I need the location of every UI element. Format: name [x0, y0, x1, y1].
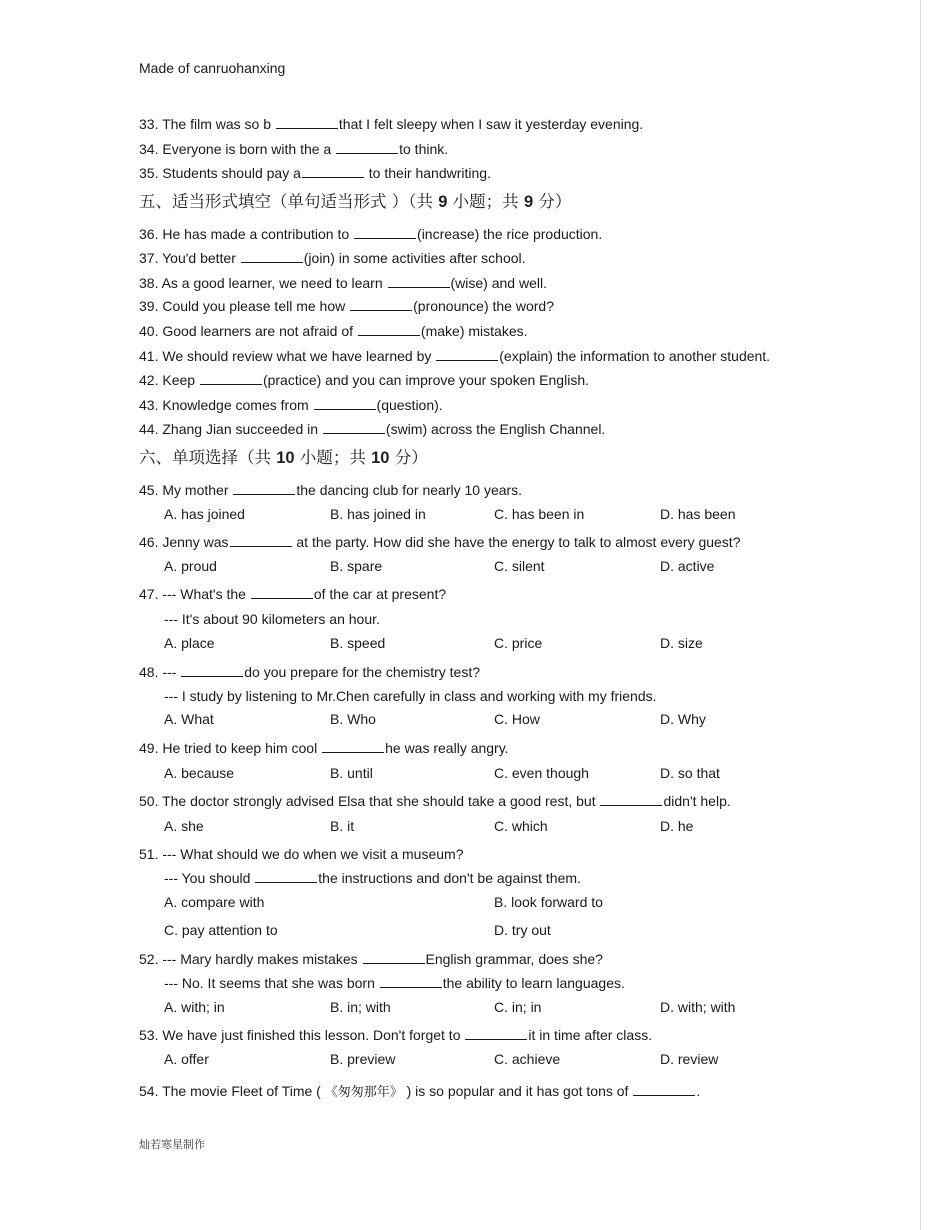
options-49 — [164, 765, 784, 783]
answer-blank[interactable] — [380, 975, 442, 988]
question-47: 47. --- What's the of the car at present? — [139, 586, 447, 602]
option-c[interactable]: C. even though — [494, 765, 589, 781]
question-33: 33. The film was so b that I felt sleepy when I saw it yesterday evening. — [139, 116, 644, 132]
answer-blank[interactable] — [633, 1083, 695, 1096]
answer-blank[interactable] — [181, 664, 243, 677]
question-52: 52. --- Mary hardly makes mistakes English grammar, does she? — [139, 951, 603, 967]
question-35: 35. Students should pay a to their handwriting. — [139, 165, 491, 181]
movie-chinese-title: 《匆匆那年》 — [324, 1085, 403, 1100]
reply-51: --- You should the instructions and don't be against them. — [164, 870, 581, 886]
answer-blank[interactable] — [350, 298, 412, 311]
answer-blank[interactable] — [358, 323, 420, 336]
question-43: 43. Knowledge comes from (question). — [139, 397, 443, 413]
option-d[interactable]: D. size — [660, 635, 703, 651]
option-d[interactable]: D. so that — [660, 765, 720, 781]
answer-blank[interactable] — [251, 586, 313, 599]
option-c[interactable]: C. achieve — [494, 1051, 561, 1067]
answer-blank[interactable] — [233, 482, 295, 495]
question-51: 51. --- What should we do when we visit a museum? — [139, 846, 464, 862]
answer-blank[interactable] — [230, 534, 292, 547]
option-a[interactable]: A. place — [164, 635, 215, 651]
option-c[interactable]: C. pay attention to — [164, 922, 278, 938]
option-b[interactable]: B. Who — [330, 711, 376, 727]
option-c[interactable]: C. which — [494, 818, 548, 834]
question-48: 48. --- do you prepare for the chemistry test? — [139, 664, 481, 680]
answer-blank[interactable] — [314, 397, 376, 410]
option-b[interactable]: B. until — [330, 765, 373, 781]
option-c[interactable]: C. has been in — [494, 506, 585, 522]
question-38: 38. As a good learner, we need to learn (wise) and well. — [139, 275, 547, 291]
question-34: 34. Everyone is born with the a to think. — [139, 141, 449, 157]
question-44: 44. Zhang Jian succeeded in (swim) across the English Channel. — [139, 421, 606, 437]
option-a[interactable]: A. with; in — [164, 999, 225, 1015]
option-b[interactable]: B. in; with — [330, 999, 391, 1015]
options-53 — [164, 1051, 784, 1069]
option-b[interactable]: B. preview — [330, 1051, 396, 1067]
question-54: 54. The movie Fleet of Time ( 《匆匆那年》 ) is so popular and it has got tons of . — [139, 1083, 701, 1100]
option-b[interactable]: B. spare — [330, 558, 383, 574]
option-a[interactable]: A. offer — [164, 1051, 209, 1067]
page-footer: 灿若寒星制作 — [139, 1138, 205, 1151]
options-46 — [164, 558, 784, 576]
option-a[interactable]: A. proud — [164, 558, 217, 574]
section-6-heading: 六、单项选择（共 10 小题；共 10 分） — [139, 448, 428, 467]
answer-blank[interactable] — [302, 165, 364, 178]
answer-blank[interactable] — [363, 951, 425, 964]
question-37: 37. You'd better (join) in some activities after school. — [139, 250, 526, 266]
option-d[interactable]: D. try out — [494, 922, 551, 938]
options-50 — [164, 818, 784, 836]
options-52 — [164, 999, 784, 1017]
question-46: 46. Jenny was at the party. How did she have the energy to talk to almost every guest? — [139, 534, 741, 550]
answer-blank[interactable] — [465, 1027, 527, 1040]
page-edge — [920, 0, 921, 1230]
question-39: 39. Could you please tell me how (pronounce) the word? — [139, 298, 554, 314]
answer-blank[interactable] — [600, 793, 662, 806]
option-a[interactable]: A. she — [164, 818, 204, 834]
answer-blank[interactable] — [241, 250, 303, 263]
option-a[interactable]: A. because — [164, 765, 235, 781]
option-d[interactable]: D. active — [660, 558, 715, 574]
option-d[interactable]: D. with; with — [660, 999, 736, 1015]
option-b[interactable]: B. has joined in — [330, 506, 426, 522]
option-c[interactable]: C. silent — [494, 558, 545, 574]
reply-48: --- I study by listening to Mr.Chen carefully in class and working with my friends. — [164, 688, 657, 704]
options-47 — [164, 635, 784, 653]
option-a[interactable]: A. What — [164, 711, 214, 727]
reply-52: --- No. It seems that she was born the ability to learn languages. — [164, 975, 625, 991]
question-45: 45. My mother the dancing club for nearly 10 years. — [139, 482, 523, 498]
answer-blank[interactable] — [323, 421, 385, 434]
page-header: Made of canruohanxing — [139, 60, 286, 76]
question-53: 53. We have just finished this lesson. Don't forget to it in time after class. — [139, 1027, 653, 1043]
reply-47: --- It's about 90 kilometers an hour. — [164, 611, 380, 627]
answer-blank[interactable] — [276, 116, 338, 129]
answer-blank[interactable] — [255, 870, 317, 883]
answer-blank[interactable] — [200, 372, 262, 385]
option-d[interactable]: D. has been — [660, 506, 736, 522]
options-48 — [164, 711, 784, 729]
option-a[interactable]: A. compare with — [164, 894, 265, 910]
option-a[interactable]: A. has joined — [164, 506, 245, 522]
answer-blank[interactable] — [354, 226, 416, 239]
option-b[interactable]: B. it — [330, 818, 355, 834]
option-d[interactable]: D. Why — [660, 711, 706, 727]
answer-blank[interactable] — [322, 740, 384, 753]
option-c[interactable]: C. in; in — [494, 999, 542, 1015]
answer-blank[interactable] — [436, 348, 498, 361]
option-c[interactable]: C. price — [494, 635, 543, 651]
question-50: 50. The doctor strongly advised Elsa that she should take a good rest, but didn't help. — [139, 793, 731, 809]
option-b[interactable]: B. look forward to — [494, 894, 603, 910]
question-42: 42. Keep (practice) and you can improve your spoken English. — [139, 372, 589, 388]
options-51-row1 — [164, 894, 784, 912]
options-45 — [164, 506, 784, 524]
question-41: 41. We should review what we have learned by (explain) the information to another student. — [139, 348, 771, 364]
answer-blank[interactable] — [388, 275, 450, 288]
section-5-heading: 五、适当形式填空（单句适当形式 ）（共 9 小题；共 9 分） — [139, 192, 572, 211]
answer-blank[interactable] — [336, 141, 398, 154]
option-b[interactable]: B. speed — [330, 635, 386, 651]
option-d[interactable]: D. review — [660, 1051, 719, 1067]
question-49: 49. He tried to keep him cool he was really angry. — [139, 740, 509, 756]
question-40: 40. Good learners are not afraid of (make) mistakes. — [139, 323, 528, 339]
option-d[interactable]: D. he — [660, 818, 694, 834]
option-c[interactable]: C. How — [494, 711, 540, 727]
question-36: 36. He has made a contribution to (increase) the rice production. — [139, 226, 603, 242]
options-51-row2 — [164, 922, 784, 940]
